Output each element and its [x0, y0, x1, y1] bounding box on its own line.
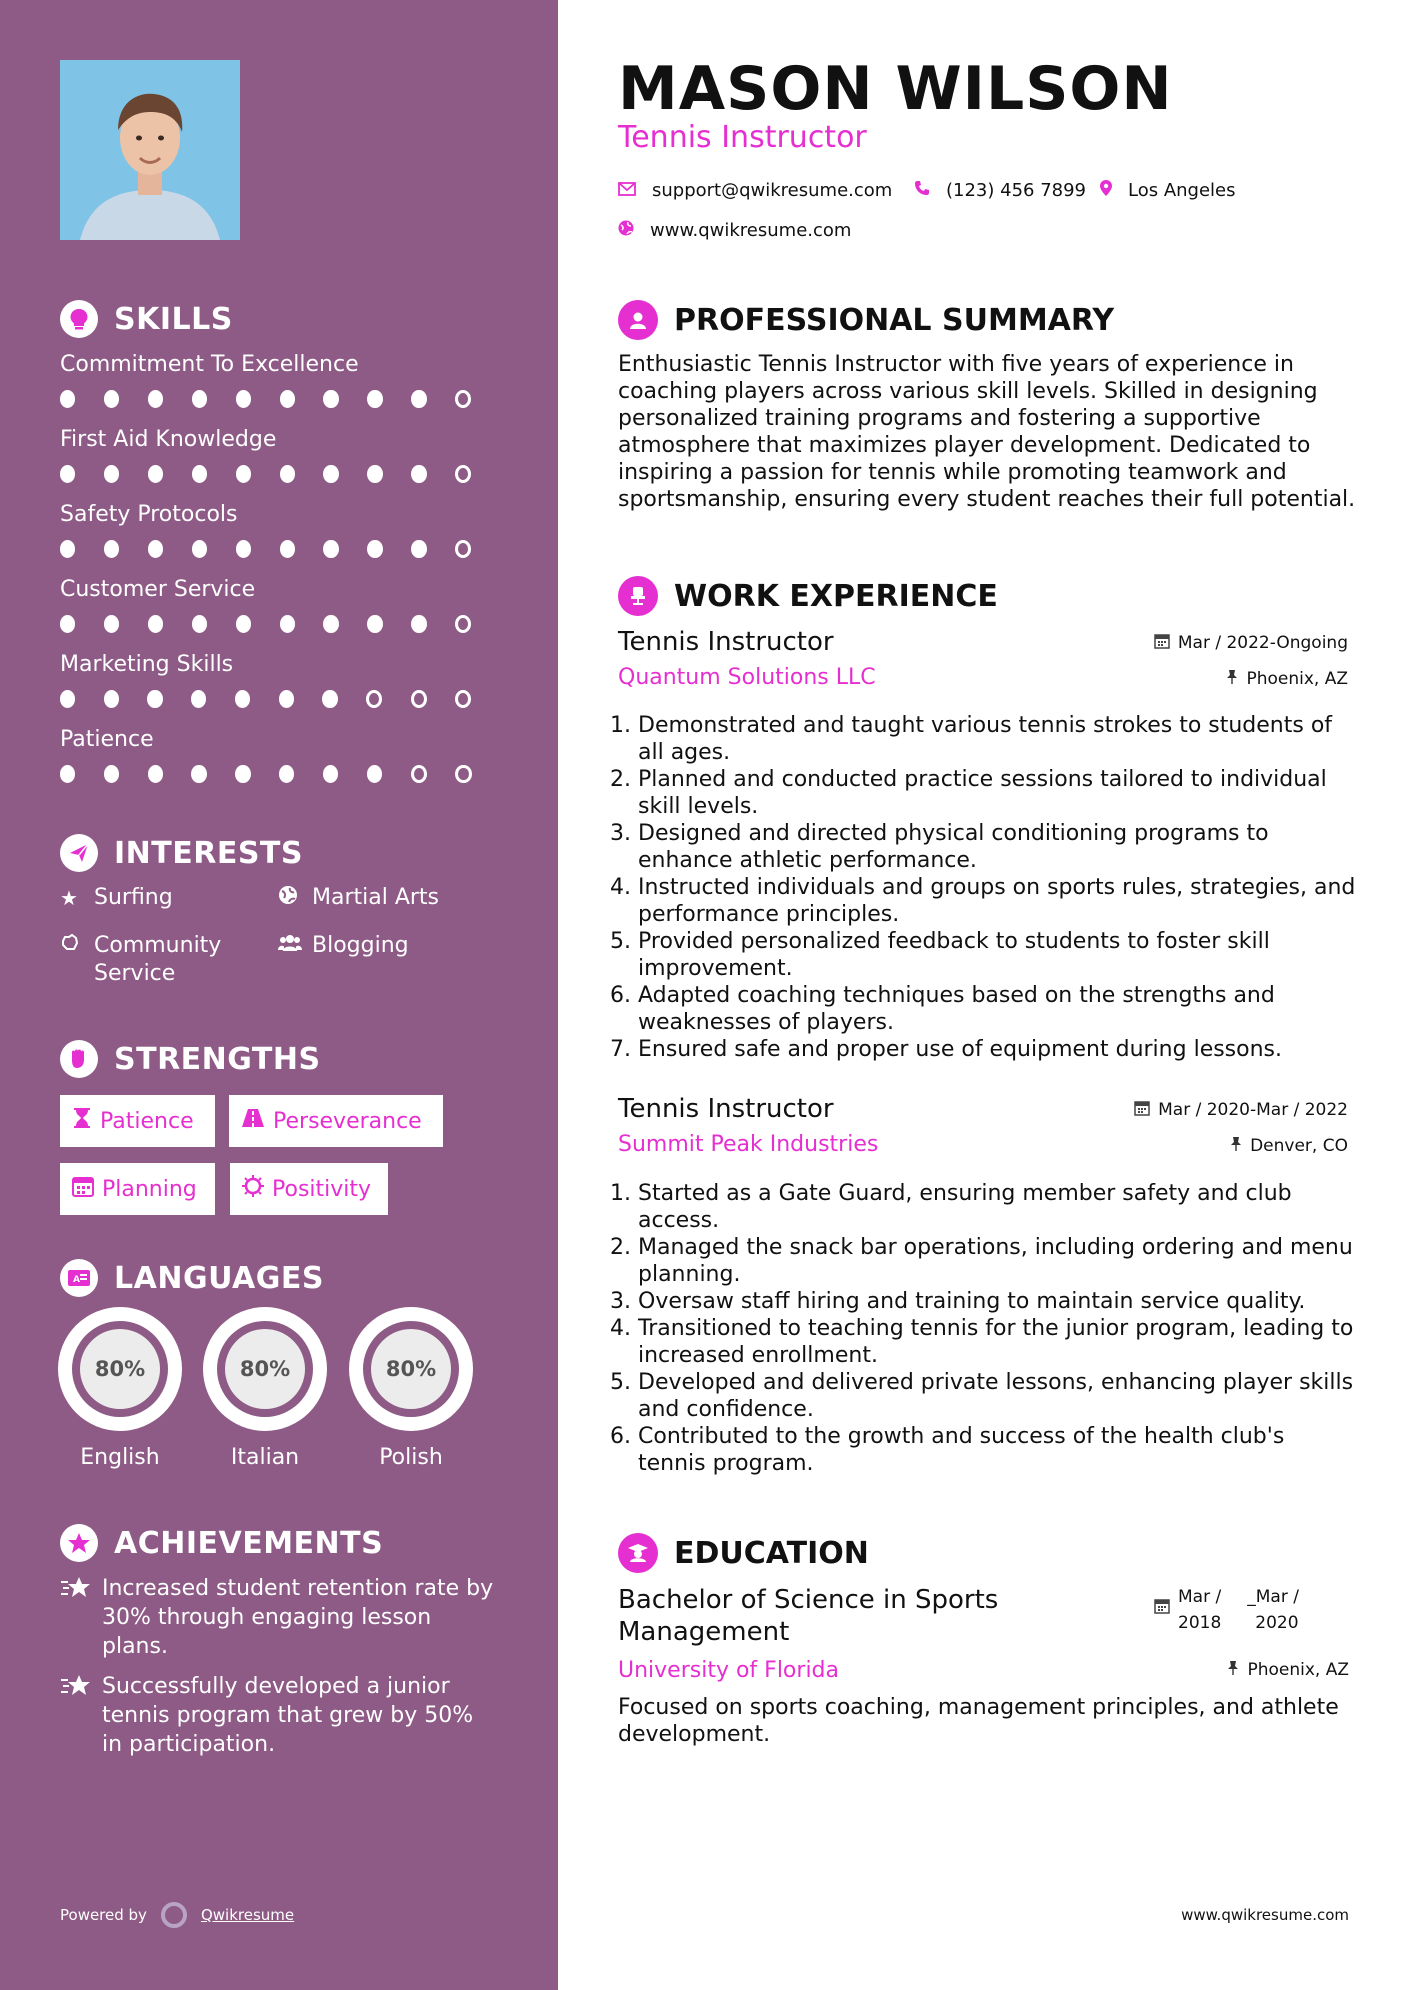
strength-badge: Perseverance [229, 1095, 443, 1147]
duty-item [610, 712, 1358, 766]
rating-dot-empty [455, 540, 471, 558]
strength-badge: Patience [60, 1095, 215, 1147]
duty-item [610, 982, 1358, 1036]
duty-number: 2. [610, 1235, 631, 1260]
rating-dot-filled [104, 390, 119, 408]
job-date: Mar / 2020-Mar / 2022 [1134, 1100, 1348, 1120]
duty-number: 6. [610, 1424, 631, 1449]
experience-heading: WORK EXPERIENCE [618, 576, 998, 616]
achievement-item: Successfully developed a junior tennis program that grew by 50% in participation. [60, 1672, 500, 1759]
rating-dot-filled [235, 765, 250, 783]
rating-dot-filled [104, 690, 119, 708]
duty-number: 3. [610, 821, 631, 846]
rating-dot-filled [192, 390, 207, 408]
rating-dot-filled [236, 390, 251, 408]
hourglass-icon [72, 1107, 92, 1135]
calendar-icon [1154, 633, 1170, 653]
rating-dot-filled [104, 540, 119, 558]
duty-item [610, 1315, 1358, 1369]
language-progress-ring: 80% [58, 1307, 182, 1431]
skill-name: Marketing Skills [60, 652, 234, 677]
language-progress-ring: 80% [203, 1307, 327, 1431]
skill-item [60, 650, 500, 708]
strength-badge: Positivity [230, 1163, 388, 1215]
pushpin-icon [1227, 1660, 1239, 1680]
duty-number: 4. [610, 1316, 631, 1341]
paper-plane-icon [60, 834, 98, 872]
skill-item [60, 350, 500, 408]
sun-icon [242, 1175, 264, 1203]
rating-dot-empty [455, 765, 471, 783]
duty-number: 5. [610, 929, 631, 954]
star-badge-icon [60, 1524, 98, 1562]
skill-item [60, 575, 500, 633]
duty-number: 7. [610, 1037, 631, 1062]
duty-text: Adapted coaching techniques based on the strengths and weaknesses of players. [638, 983, 1275, 1035]
lightbulb-icon [60, 300, 98, 338]
rating-dot-filled [104, 765, 119, 783]
skill-item [60, 500, 500, 558]
duty-item [610, 1288, 1358, 1315]
language-progress-ring: 80% [349, 1307, 473, 1431]
duty-number: 6. [610, 983, 631, 1008]
rating-dot-filled [236, 540, 251, 558]
duty-text: Transitioned to teaching tennis for the junior program, leading to increased enrollment. [638, 1316, 1354, 1368]
brand-link[interactable]: Qwikresume [200, 1906, 295, 1924]
rating-dot-filled [148, 465, 163, 483]
rating-dot-filled [280, 540, 295, 558]
rating-dot-filled [147, 690, 162, 708]
duty-number: 1. [610, 713, 631, 738]
fist-icon [60, 1040, 98, 1078]
job-date: Mar / 2022-Ongoing [1154, 633, 1348, 653]
skill-rating [60, 540, 500, 558]
duty-item [610, 928, 1358, 982]
summary-heading: PROFESSIONAL SUMMARY [618, 300, 1114, 340]
shooting-star-icon [60, 1574, 92, 1661]
rating-dot-filled [323, 465, 338, 483]
rating-dot-filled [148, 615, 163, 633]
education-school: University of Florida [618, 1658, 839, 1683]
powered-by: Powered by Qwikresume [60, 1902, 294, 1928]
education-date: Mar / 2018 _Mar / 2020 [1154, 1584, 1325, 1636]
rating-dot-empty [411, 765, 427, 783]
rating-dot-filled [148, 765, 163, 783]
hand-icon [60, 932, 86, 960]
job-location: Denver, CO [1230, 1136, 1348, 1156]
rating-dot-filled [60, 390, 75, 408]
rating-dot-filled [411, 390, 426, 408]
contact-website: www.qwikresume.com [618, 220, 851, 241]
globe-icon [278, 884, 304, 912]
rating-dot-filled [323, 540, 338, 558]
rating-dot-filled [367, 615, 382, 633]
duty-text: Oversaw staff hiring and training to maintain service quality. [638, 1289, 1306, 1314]
contact-email: support@qwikresume.com [618, 180, 892, 201]
duty-item [610, 1234, 1358, 1288]
skill-rating [60, 690, 500, 708]
summary-text: Enthusiastic Tennis Instructor with five years of experience in coaching players across various skill levels. Skilled in designing personalized training programs and fostering a supportive atmosphere that maximizes player development. Dedicated to inspiring a passion for tennis while promoting teamwork and sportsmanship, ensuring every student reaches their full potential. [618, 352, 1356, 512]
footer-url[interactable]: www.qwikresume.com [1181, 1906, 1349, 1924]
rating-dot-filled [236, 465, 251, 483]
shooting-star-icon [60, 1672, 92, 1759]
job-duties [610, 712, 1358, 1063]
skill-name: Customer Service [60, 577, 256, 602]
duty-text: Started as a Gate Guard, ensuring member safety and club access. [638, 1181, 1292, 1233]
rating-dot-empty [455, 465, 471, 483]
achievement-item: Increased student retention rate by 30% through engaging lesson plans. [60, 1574, 500, 1661]
envelope-icon [618, 181, 636, 201]
language-item: 80% English [58, 1307, 182, 1470]
qwikresume-logo-icon [161, 1902, 187, 1928]
road-icon [241, 1108, 265, 1134]
candidate-name: MASON WILSON [618, 54, 1173, 124]
skill-name: Patience [60, 727, 154, 752]
calendar-icon [72, 1175, 94, 1203]
pushpin-icon [1226, 669, 1238, 689]
education-degree: Bachelor of Science in Sports Management [618, 1585, 999, 1647]
user-icon [618, 300, 658, 340]
duty-item [610, 1423, 1358, 1477]
rating-dot-filled [280, 615, 295, 633]
rating-dot-filled [148, 390, 163, 408]
job-company: Summit Peak Industries [618, 1132, 879, 1157]
language-item: 80% Italian [203, 1307, 327, 1470]
interest-item: ★ Surfing [60, 885, 173, 910]
map-pin-icon [1100, 180, 1112, 201]
education-description: Focused on sports coaching, management principles, and athlete development. [618, 1695, 1339, 1747]
duty-number: 1. [610, 1181, 631, 1206]
globe-icon [618, 220, 634, 241]
duty-item [610, 874, 1358, 928]
star-icon: ★ [60, 886, 78, 910]
skill-rating [60, 615, 500, 633]
duty-text: Developed and delivered private lessons, enhancing player skills and confidence. [638, 1370, 1354, 1422]
candidate-title: Tennis Instructor [618, 120, 867, 155]
pushpin-icon [1230, 1136, 1242, 1156]
rating-dot-filled [411, 615, 426, 633]
skill-rating [60, 390, 500, 408]
rating-dot-filled [322, 690, 337, 708]
rating-dot-filled [104, 465, 119, 483]
rating-dot-filled [192, 540, 207, 558]
main-content [558, 0, 1407, 1990]
rating-dot-empty [455, 390, 471, 408]
job-entry [618, 627, 1348, 707]
skills-heading: SKILLS [60, 300, 233, 338]
job-role: Tennis Instructor [618, 1094, 834, 1124]
svg-text:A: A [73, 1275, 80, 1285]
rating-dot-filled [60, 465, 75, 483]
rating-dot-filled [104, 615, 119, 633]
rating-dot-empty [455, 690, 471, 708]
rating-dot-filled [60, 615, 75, 633]
rating-dot-filled [411, 465, 426, 483]
achievements-heading: ACHIEVEMENTS [60, 1524, 383, 1562]
rating-dot-empty [455, 615, 471, 633]
interests-heading: INTERESTS [60, 834, 303, 872]
skill-item [60, 725, 500, 783]
job-duties [610, 1180, 1358, 1477]
skill-rating [60, 465, 500, 483]
contact-phone: (123) 456 7899 [914, 180, 1086, 201]
skill-item [60, 425, 500, 483]
duty-item [610, 1036, 1358, 1063]
strength-badge: Planning [60, 1163, 215, 1215]
users-icon [278, 932, 304, 960]
rating-dot-filled [280, 465, 295, 483]
rating-dot-filled [192, 465, 207, 483]
rating-dot-empty [366, 690, 382, 708]
chair-icon [618, 576, 658, 616]
rating-dot-filled [192, 615, 207, 633]
rating-dot-filled [367, 765, 382, 783]
languages-heading: A LANGUAGES [60, 1259, 324, 1297]
duty-item [610, 820, 1358, 874]
job-company: Quantum Solutions LLC [618, 665, 876, 690]
calendar-icon [1154, 1598, 1170, 1618]
job-role: Tennis Instructor [618, 627, 834, 657]
rating-dot-filled [235, 690, 250, 708]
person-photo-icon [60, 60, 240, 240]
contact-location: Los Angeles [1100, 180, 1236, 201]
education-location: Phoenix, AZ [1227, 1660, 1349, 1680]
rating-dot-filled [60, 765, 75, 783]
duty-text: Ensured safe and proper use of equipment during lessons. [638, 1037, 1283, 1062]
rating-dot-empty [411, 690, 427, 708]
rating-dot-filled [323, 615, 338, 633]
rating-dot-filled [279, 765, 294, 783]
job-entry [618, 1094, 1348, 1174]
rating-dot-filled [236, 615, 251, 633]
language-icon [60, 1259, 98, 1297]
rating-dot-filled [60, 690, 75, 708]
rating-dot-filled [60, 540, 75, 558]
rating-dot-filled [191, 690, 206, 708]
skill-name: Safety Protocols [60, 502, 238, 527]
interest-item: Community Service [60, 932, 221, 988]
rating-dot-filled [367, 390, 382, 408]
job-location: Phoenix, AZ [1226, 669, 1348, 689]
calendar-icon [1134, 1100, 1150, 1120]
rating-dot-filled [279, 690, 294, 708]
duty-item [610, 1180, 1358, 1234]
duty-text: Managed the snack bar operations, including ordering and menu planning. [638, 1235, 1353, 1287]
duty-text: Demonstrated and taught various tennis strokes to students of all ages. [638, 713, 1333, 765]
profile-photo [60, 60, 240, 240]
sidebar [0, 0, 558, 1990]
strengths-heading: STRENGTHS [60, 1040, 321, 1078]
skill-name: Commitment To Excellence [60, 352, 359, 377]
rating-dot-filled [367, 540, 382, 558]
rating-dot-filled [323, 765, 338, 783]
rating-dot-filled [191, 765, 206, 783]
duty-item [610, 1369, 1358, 1423]
graduate-icon [618, 1533, 658, 1573]
skill-name: First Aid Knowledge [60, 427, 277, 452]
education-heading: EDUCATION [618, 1533, 869, 1573]
duty-number: 3. [610, 1289, 631, 1314]
duty-text: Planned and conducted practice sessions tailored to individual skill levels. [638, 767, 1327, 819]
duty-number: 5. [610, 1370, 631, 1395]
duty-number: 4. [610, 875, 631, 900]
rating-dot-filled [411, 540, 426, 558]
phone-icon [914, 180, 930, 201]
rating-dot-filled [367, 465, 382, 483]
rating-dot-filled [280, 390, 295, 408]
interest-item: Blogging [278, 932, 409, 960]
rating-dot-filled [148, 540, 163, 558]
interest-item: Martial Arts [278, 884, 439, 912]
duty-text: Instructed individuals and groups on sports rules, strategies, and performance principles. [638, 875, 1356, 927]
duty-text: Provided personalized feedback to students to foster skill improvement. [638, 929, 1270, 981]
skill-rating [60, 765, 500, 783]
rating-dot-filled [323, 390, 338, 408]
language-item: 80% Polish [349, 1307, 473, 1470]
duty-text: Designed and directed physical conditioning programs to enhance athletic performance. [638, 821, 1269, 873]
duty-text: Contributed to the growth and success of the health club's tennis program. [638, 1424, 1285, 1476]
duty-number: 2. [610, 767, 631, 792]
duty-item [610, 766, 1358, 820]
